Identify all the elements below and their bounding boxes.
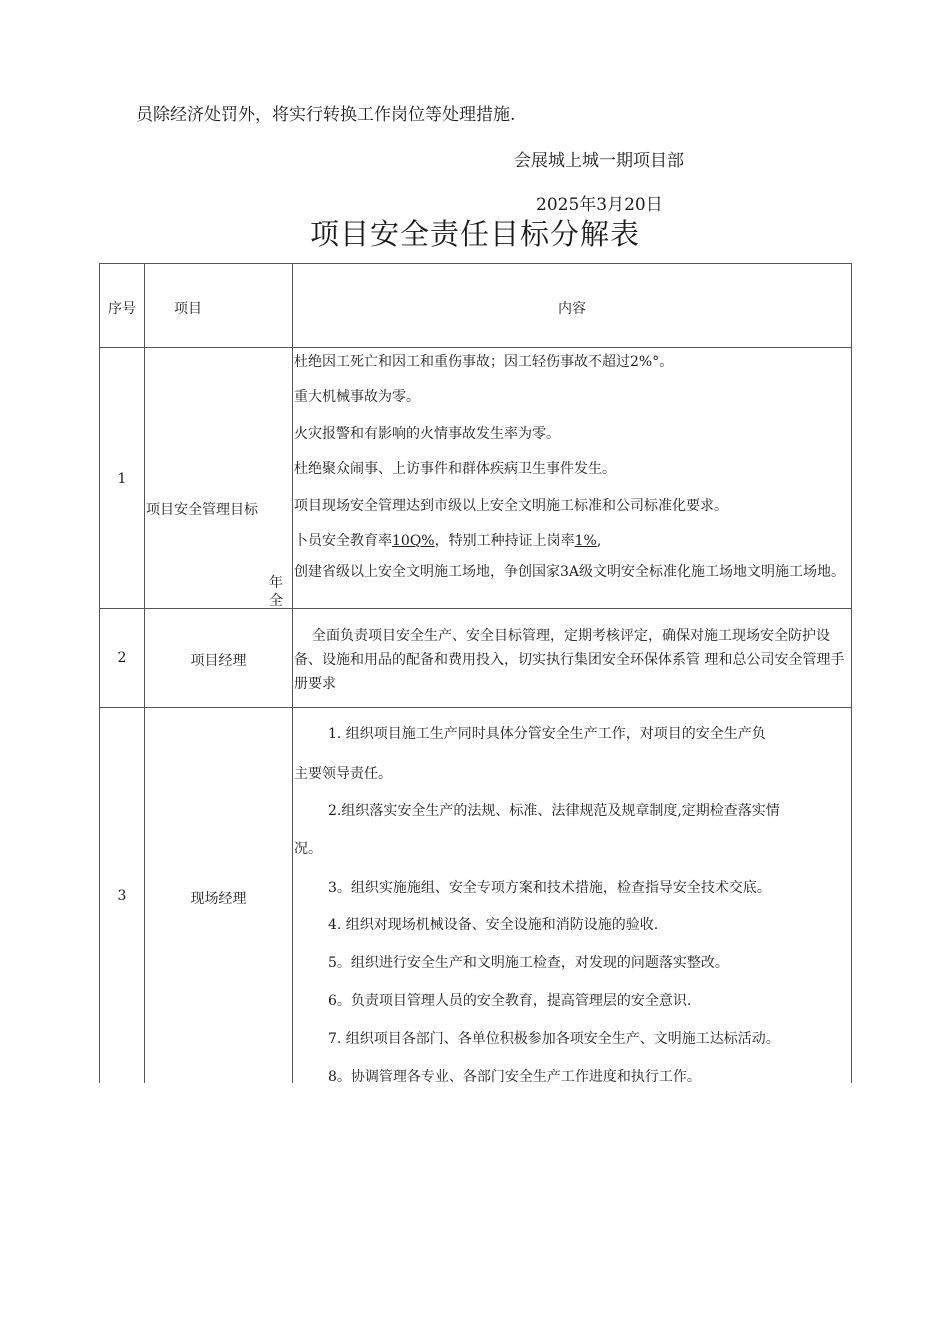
content-line: 4. 组织对现场机械设备、安全设施和消防设施的验收.	[328, 917, 659, 933]
content-text-underlined: 10Q%	[392, 533, 435, 549]
content-text: ,	[596, 533, 602, 549]
content-text: 卜员安全教育率	[294, 533, 392, 549]
content-line: 况。	[294, 841, 322, 857]
content-line: 6。负责项目管理人员的安全教育，提高管理层的安全意识.	[328, 993, 692, 1009]
content-line: 杜绝聚众闹事、上访事件和群体疾病卫生事件发生。	[294, 461, 616, 477]
row-item: 项目安全管理目标	[146, 502, 258, 518]
content-text-underlined: 1%	[574, 533, 597, 549]
organization-name: 会展城上城一期项目部	[514, 151, 684, 171]
row-side-text: 年	[269, 575, 283, 591]
page-title: 项目安全责任目标分解表	[309, 217, 640, 251]
content-paragraph: 全面负责项目安全生产、安全目标管理，定期考核评定，确保对施工现场安全防护设备、设施和用品的配备和费用投入，切实执行集团安全环保体系管 理和总公司安全管理手册要求	[294, 628, 845, 692]
content-line: 1. 组织项目施工生产同时具体分管安全生产工作，对项目的安全生产负	[328, 726, 766, 742]
content-line	[294, 530, 601, 550]
content-line: 3。组织实施施组、安全专项方案和技术措施，检查指导安全技术交底。	[328, 880, 771, 896]
header-no: 序号	[108, 301, 136, 317]
content-line: 项目现场安全管理达到市级以上安全文明施工标准和公司标准化要求。	[294, 498, 728, 514]
header-item: 项目	[174, 301, 202, 317]
intro-line: 员除经济处罚外，将实行转换工作岗位等处理措施.	[136, 105, 516, 125]
row-number: 3	[117, 888, 127, 904]
table-column-divider	[292, 263, 293, 1083]
row-number: 1	[117, 471, 127, 487]
table-divider	[99, 347, 851, 348]
table-column-divider	[144, 263, 145, 1083]
content-text: ，特别工种持证上岗率	[434, 533, 575, 549]
table-divider	[99, 707, 851, 708]
row-side-text: 全	[269, 593, 283, 609]
table-border-right	[851, 263, 852, 1083]
content-line: 杜绝因工死亡和因工和重伤事故；因工轻伤事故不超过2%°。	[294, 354, 674, 370]
content-paragraph: 创建省级以上安全文明施工场地，争创国家3A级文明安全标准化施工场地文明施工场地。	[294, 564, 846, 580]
table-border-top	[99, 263, 851, 264]
content-line: 5。组织进行安全生产和文明施工检查，对发现的问题落实整改。	[328, 955, 729, 971]
content-line: 火灾报警和有影响的火情事故发生率为零。	[294, 426, 560, 442]
document-date: 2025年3月20日	[536, 195, 663, 215]
content-line: 主要领导责任。	[294, 766, 392, 782]
row-number: 2	[117, 650, 127, 666]
content-line: 2.组织落实安全生产的法规、标准、法律规范及规章制度,定期检查落实情	[328, 803, 780, 819]
row-item: 项目经理	[190, 653, 247, 669]
content-line: 8。协调管理各专业、各部门安全生产工作进度和执行工作。	[328, 1069, 701, 1085]
content-line: 重大机械事故为零。	[294, 389, 420, 405]
table-border-left	[99, 263, 100, 1083]
content-line: 7. 组织项目各部门、各单位积极参加各项安全生产、文明施工达标活动。	[328, 1031, 780, 1047]
header-content: 内容	[558, 301, 586, 317]
row-item: 现场经理	[190, 891, 247, 907]
table-divider	[99, 608, 851, 609]
